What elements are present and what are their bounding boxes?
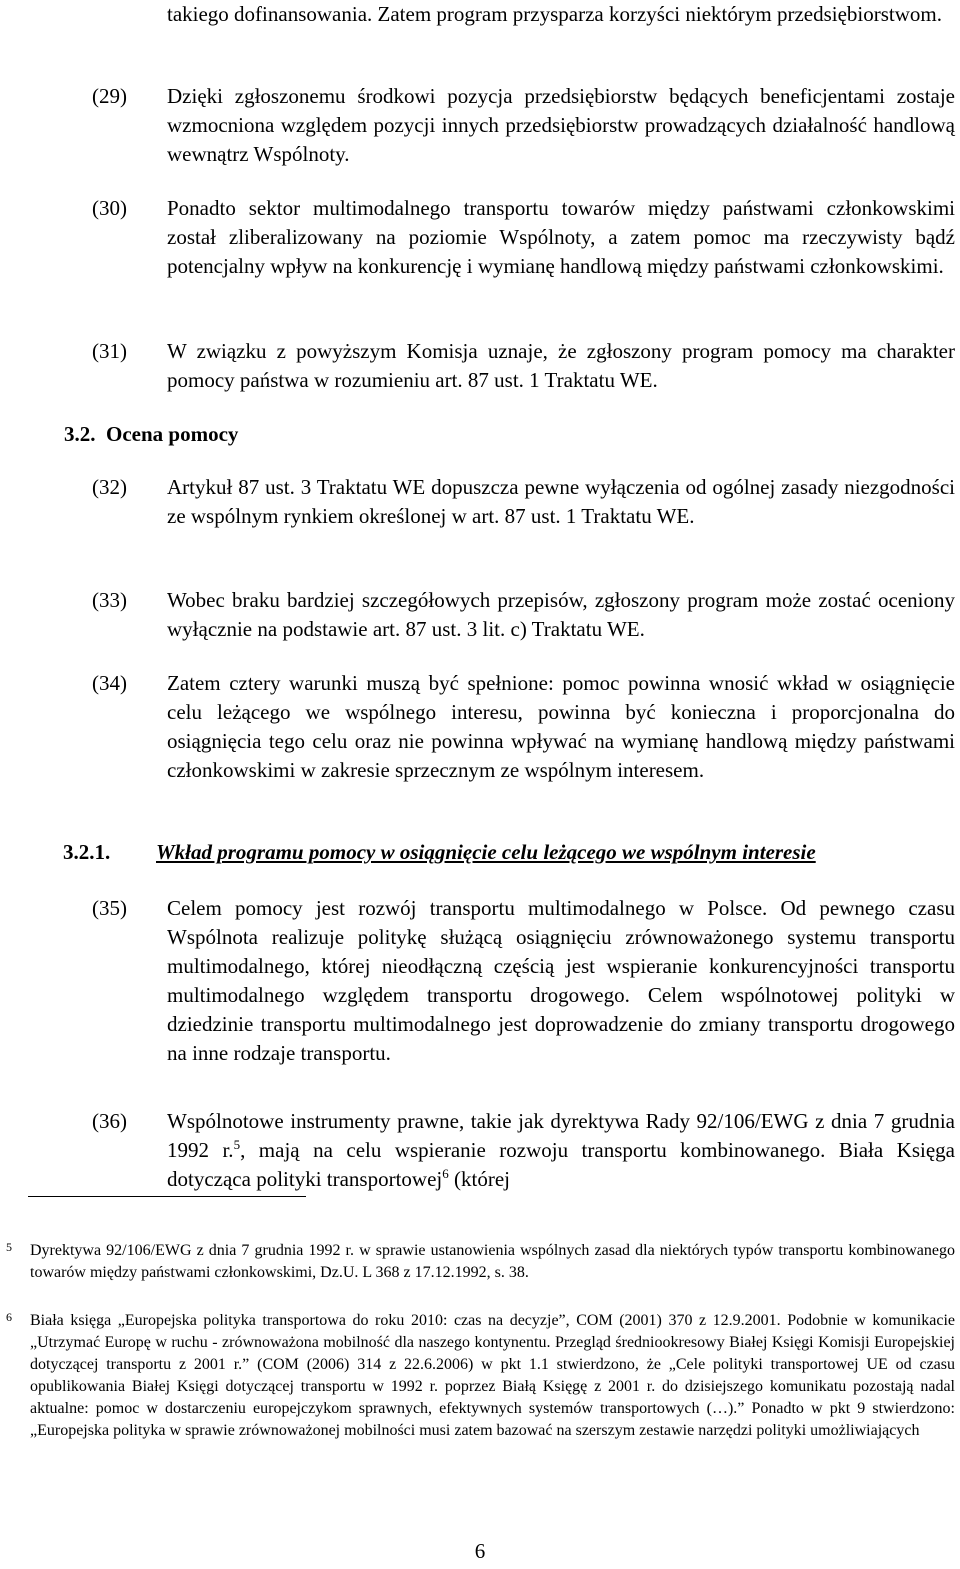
- paragraph-text: W związku z powyższym Komisja uznaje, że zgłoszony program pomocy ma charakter pomocy państwa w rozumieniu art. 87 ust. 1 Traktatu WE.: [167, 339, 955, 392]
- paragraph-number: (33): [92, 588, 127, 612]
- footnote-text: Dyrektywa 92/106/EWG z dnia 7 grudnia 1992 r. w sprawie ustanowienia wspólnych zasad dla niektórych typów transportu kombinowanego towarów między państwami członkowskimi, Dz.U. L 368 z 17.12.1992, s. 38.: [30, 1242, 955, 1281]
- paragraph-number: (32): [92, 475, 127, 499]
- section-number: 3.2.1.: [63, 840, 111, 864]
- paragraph-text: Ponadto sektor multimodalnego transportu towarów między państwami członkowskimi został zliberalizowany na poziomie Wspólnoty, a zatem pomoc ma rzeczywisty bądź potencjalny wpływ na konkurencję i wymianę handlową między państwami członkowskimi.: [167, 196, 955, 278]
- paragraph-number: (31): [92, 339, 127, 363]
- paragraph-text: Celem pomocy jest rozwój transportu multimodalnego w Polsce. Od pewnego czasu Wspólnota realizuje politykę służącą osiągnięciu zrównoważonego systemu transportu multimodalnego, której nieodłączną częścią jest wspieranie konkurencyjności transportu multimodalnego względem transportu drogowego. Celem wspólnotowej polityki w dziedzinie transportu multimodalnego jest doprowadzenie do zmiany transportu drogowego na inne rodzaje transportu.: [167, 896, 955, 1065]
- paragraph-text: [167, 1107, 955, 1194]
- paragraph-text-part: (której: [448, 1167, 510, 1191]
- paragraph-number: (30): [92, 196, 127, 220]
- footnote-reference[interactable]: 5: [233, 1137, 241, 1152]
- footnote-separator: [28, 1196, 306, 1197]
- intro-paragraph-text: takiego dofinansowania. Zatem program przysparza korzyści niektórym przedsiębiorstwom.: [167, 2, 943, 26]
- paragraph-text-part: Wspólnotowe instrumenty prawne, takie jak dyrektywa Rady 92/106/EWG z dnia 7 grudnia 1992 r.: [167, 1109, 955, 1162]
- paragraph-number: (36): [92, 1109, 127, 1133]
- section-heading-3-2: [64, 420, 238, 449]
- section-title: Ocena pomocy: [106, 422, 239, 446]
- footnote-mark: 5: [6, 1240, 12, 1254]
- paragraph-number: (29): [92, 84, 127, 108]
- paragraph-text: Zatem cztery warunki muszą być spełnione: pomoc powinna wnosić wkład w osiągnięcie celu leżącego we wspólnego interesu, powinna być konieczna i proporcjonalna do osiągnięcia tego celu oraz nie powinna wpływać na wymianę handlową między państwami członkowskimi w zakresie sprzecznym ze wspólnym interesem.: [167, 671, 955, 782]
- paragraph-number: (35): [92, 896, 127, 920]
- page-number: 6: [474, 1539, 486, 1563]
- paragraph-text-part: , mają na celu wspieranie rozwoju transportu kombinowanego. Biała Księga dotycząca polityki transportowej: [167, 1138, 955, 1191]
- footnote-reference[interactable]: 6: [442, 1166, 449, 1181]
- paragraph-text: Wobec braku bardziej szczegółowych przepisów, zgłoszony program może zostać oceniony wyłącznie na podstawie art. 87 ust. 3 lit. c) Traktatu WE.: [167, 588, 955, 641]
- paragraph-text: Dzięki zgłoszonemu środkowi pozycja przedsiębiorstw będących beneficjentami zostaje wzmocniona względem pozycji innych przedsiębiorstw prowadzących działalność handlową wewnątrz Wspólnoty.: [167, 84, 955, 166]
- section-title: Wkład programu pomocy w osiągnięcie celu leżącego we wspólnym interesie: [156, 840, 816, 864]
- footnote-mark: 6: [6, 1310, 12, 1324]
- footnote-text: Biała księga „Europejska polityka transportowa do roku 2010: czas na decyzje”, COM (2001) 370 z 12.9.2001. Podobnie w komunikacie „Utrzymać Europę w ruchu - zrównoważona mobilność dla naszego kontynentu. Przegląd średniookresowy Białej Księgi Komisji Europejskiej dotyczącej transportu z 2001 r.” (COM (2006) 314 z 22.6.2006) w pkt 1.1 stwierdzono, że „Cele polityki transportowej UE od czasu opublikowania Białej Księgi dotyczącej transportu w 1992 r. poprzez Białą Księgę z 2001 r. do dzisiejszego komunikatu pozostają nadal aktualne: pomoc w dostarczeniu europejczykom sprawnych, efektywnych systemów transportowych (…).” Ponadto w pkt 9 stwierdzono: „Europejska polityka w sprawie zrównoważonej mobilności musi zatem bazować na szerszym zestawie narzędzi polityki umożliwiających: [30, 1312, 955, 1439]
- paragraph-text: Artykuł 87 ust. 3 Traktatu WE dopuszcza pewne wyłączenia od ogólnej zasady niezgodności ze wspólnym rynkiem określonej w art. 87 ust. 1 Traktatu WE.: [167, 475, 955, 528]
- paragraph-number: (34): [92, 671, 127, 695]
- section-number: 3.2.: [64, 422, 96, 446]
- section-heading-3-2-1: [63, 838, 816, 867]
